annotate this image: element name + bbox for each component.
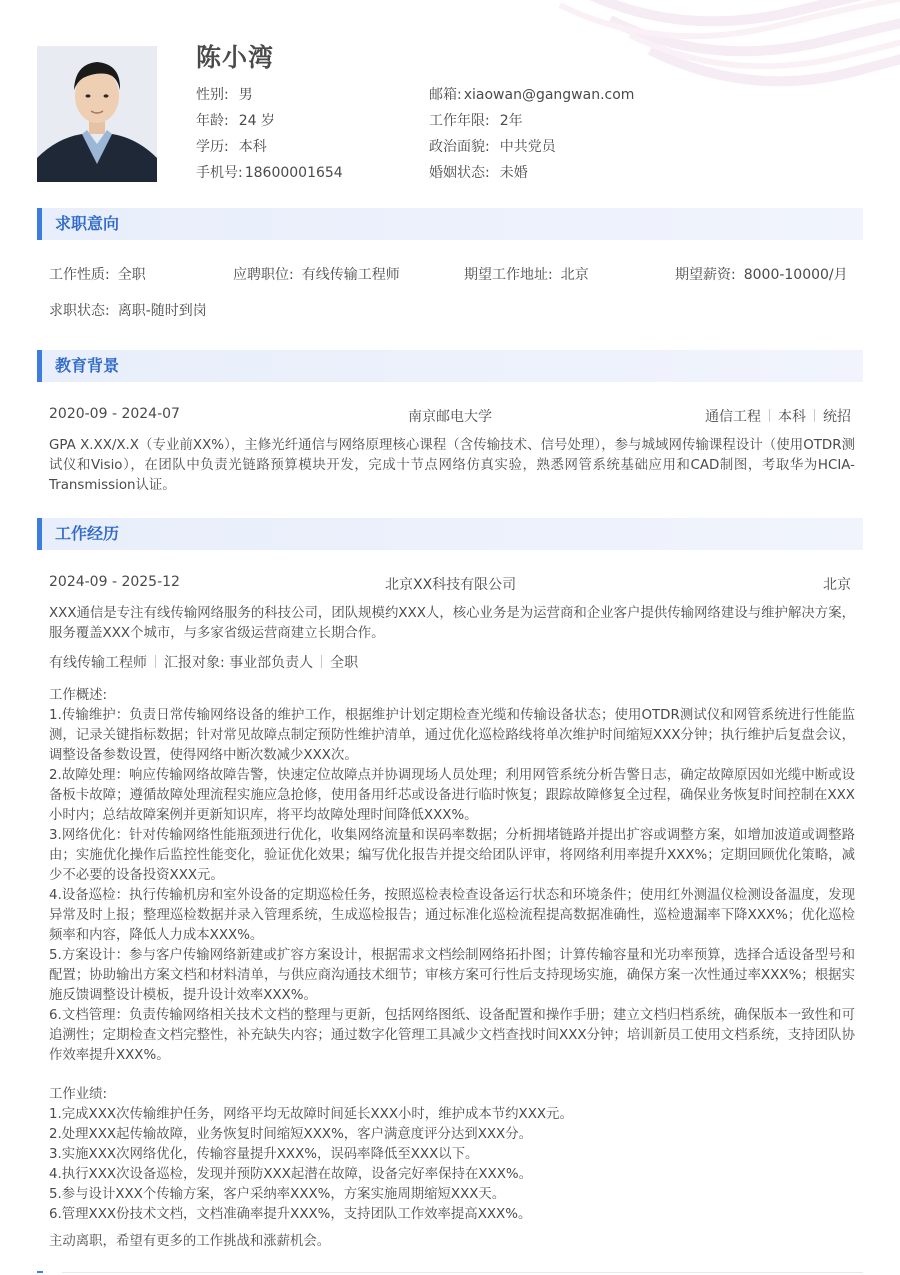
achievement-item: 4.执行XXX次设备巡检，发现并预防XXX起潜在故障，设备完好率保持在XXX%。: [49, 1167, 532, 1182]
email-value: xiaowan@gangwan.com: [463, 87, 635, 103]
section-title-education: 教育背景: [55, 356, 120, 375]
achievements-title: 工作业绩:: [49, 1087, 108, 1102]
work-company-description: XXX通信是专注有线传输网络服务的科技公司，团队规模约XXX人，核心业务是为运营商和企业客户提供传输网络建设与维护解决方案，服务覆盖XXX个城市，与多家省级运营商建立长期合作。: [49, 606, 855, 641]
divider: [321, 655, 322, 668]
email-label: 邮箱:: [429, 87, 462, 103]
phone-label: 手机号:: [196, 165, 243, 181]
overview-item: 1.传输维护：负责日常传输网络设备的维护工作，根据维护计划定期检查光缆和传输设备状态；使用OTDR测试仪和网管系统进行性能监测，记录关键指标数据；针对常见故障点制定预防性维护清单，通过优化巡检路线将单次维护时间缩短XXX分钟；执行维护后复盘会议，调整设备参数设置，使得网络中断次数减少XXX次。: [49, 708, 855, 763]
location-value: 北京: [560, 267, 589, 283]
achievement-item: 2.处理XXX起传输故障，业务恢复时间缩短XXX%，客户满意度评分达到XXX分。: [49, 1127, 532, 1142]
years-label: 工作年限:: [429, 113, 490, 129]
divider: [155, 655, 156, 668]
overview-item: 3.网络优化：针对传输网络性能瓶颈进行优化，收集网络流量和误码率数据；分析拥堵链路并提出扩容或调整方案，如增加波道或调整路由；实施优化操作后监控性能变化，验证优化效果；编写优化报告并提交给团队评审，将网络利用率提升XXX%；定期回顾优化策略，减少不必要的设备投资XXX元。: [49, 828, 855, 883]
work-report: 汇报对象: 事业部负责人: [164, 655, 314, 671]
status-value: 离职-随时到岗: [117, 303, 207, 319]
work-company: 北京XX科技有限公司: [385, 577, 517, 593]
divider: [62, 1272, 863, 1273]
politics-value: 中共党员: [499, 139, 556, 155]
overview-item: 6.文档管理：负责传输网络相关技术文档的整理与更新，包括网络图纸、设备配置和操作手册；建立文档归档系统，确保版本一致性和可追溯性；定期检查文档完整性，补充缺失内容；通过数字化管理工具减少文档查找时间XXX分钟；培训新员工使用文档系统，支持团队协作效率提升XXX%。: [49, 1008, 855, 1063]
work-role: 有线传输工程师: [49, 655, 147, 671]
section-header-work: [37, 518, 863, 550]
achievement-item: 1.完成XXX次传输维护任务，网络平均无故障时间延长XXX小时，维护成本节约XXX元。: [49, 1107, 573, 1122]
nature-label: 工作性质:: [49, 267, 110, 283]
info-phone: [196, 162, 343, 184]
info-politics: [429, 136, 556, 158]
education-school: 南京邮电大学: [408, 409, 492, 425]
profile-photo: [37, 46, 157, 182]
gender-value: 男: [238, 87, 253, 103]
divider: [814, 409, 815, 422]
status-label: 求职状态:: [49, 303, 110, 319]
position-label: 应聘职位:: [233, 267, 294, 283]
achievement-item: 3.实施XXX次网络优化，传输容量提升XXX%，误码率降低至XXX以下。: [49, 1147, 479, 1162]
info-marital: [429, 162, 528, 184]
phone-value: 18600001654: [244, 165, 343, 181]
years-value: 2年: [499, 113, 523, 129]
work-job-type: 全职: [330, 655, 359, 671]
info-gender: [196, 84, 253, 106]
gender-label: 性别:: [196, 87, 229, 103]
nature-value: 全职: [117, 267, 146, 283]
education-label: 学历:: [196, 139, 229, 155]
info-education: [196, 136, 267, 158]
education-description: GPA X.XX/X.X（专业前XX%），主修光纤通信与网络原理核心课程（含传输技术、信号处理），参与城域网传输课程设计（使用OTDR测试仪和Visio），在团队中负责光链路预算模块开发，完成十节点网络仿真实验，熟悉网管系统基础应用和CAD制图，考取华为HCIA-Transmission认证。: [49, 438, 855, 493]
info-age: [196, 110, 275, 132]
age-label: 年龄:: [196, 113, 229, 129]
achievement-item: 6.管理XXX份技术文档，文档准确率提升XXX%，支持团队工作效率提高XXX%。: [49, 1207, 532, 1222]
section-title-work: 工作经历: [55, 524, 120, 543]
age-value: 24 岁: [238, 113, 275, 129]
salary-label: 期望薪资:: [675, 267, 736, 283]
overview-item: 2.故障处理：响应传输网络故障告警，快速定位故障点并协调现场人员处理；利用网管系统分析告警日志，确定故障原因如光缆中断或设备板卡故障；遵循故障处理流程实施应急抢修，使用备用纤芯或设备进行临时恢复；跟踪故障修复全过程，确保业务恢复时间控制在XXX小时内；总结故障案例并更新知识库，将平均故障处理时间降低XXX%。: [49, 768, 855, 823]
location-label: 期望工作地址:: [464, 267, 553, 283]
section-accent-bar: [37, 208, 42, 240]
intent-location: [464, 264, 589, 284]
education-major: 通信工程: [705, 409, 761, 425]
education-type: 统招: [823, 409, 851, 425]
salary-value: 8000-10000/月: [743, 267, 848, 283]
education-period: 2020-09 - 2024-07: [49, 406, 180, 422]
divider: [769, 409, 770, 422]
intent-nature: [49, 264, 146, 284]
achievement-item: 5.参与设计XXX个传输方案，客户采纳率XXX%，方案实施周期缩短XXX天。: [49, 1187, 506, 1202]
work-overview: [49, 686, 855, 1066]
info-email: [429, 84, 634, 106]
overview-item: 5.方案设计：参与客户传输网络新建或扩容方案设计，根据需求文档绘制网络拓扑图；计算传输容量和光功率预算，选择合适设备型号和配置；协助输出方案文档和材料清单，与供应商沟通技术细节；审核方案可行性后支持现场实施，确保方案一次性通过率XXX%；根据实施反馈调整设计模板，提升设计效率XXX%。: [49, 948, 855, 1003]
work-city: 北京: [823, 577, 851, 593]
section-accent-bar: [37, 350, 42, 382]
politics-label: 政治面貌:: [429, 139, 490, 155]
overview-item: 4.设备巡检：执行传输机房和室外设备的定期巡检任务，按照巡检表检查设备运行状态和环境条件；使用红外测温仪检测设备温度，发现异常及时上报；整理巡检数据并录入管理系统，生成巡检报告；通过标准化巡检流程提高数据准确性，巡检遗漏率下降XXX%；优化巡检频率和内容，降低人力成本XXX%。: [49, 888, 855, 943]
section-accent-bar: [37, 518, 42, 550]
candidate-name: 陈小湾: [196, 43, 275, 72]
avatar-portrait-icon: [37, 46, 157, 182]
marital-value: 未婚: [499, 165, 528, 181]
education-value: 本科: [238, 139, 267, 155]
info-years: [429, 110, 523, 132]
education-meta: [705, 406, 851, 426]
overview-title: 工作概述:: [49, 688, 108, 703]
work-period: 2024-09 - 2025-12: [49, 574, 180, 590]
intent-salary: [675, 264, 848, 284]
section-header-intent: [37, 208, 863, 240]
work-achievements: [49, 1085, 855, 1225]
education-degree: 本科: [778, 409, 806, 425]
section-header-education: [37, 350, 863, 382]
work-leave-reason: 主动离职，希望有更多的工作挑战和涨薪机会。: [49, 1234, 331, 1249]
work-role-meta: [49, 652, 358, 672]
intent-position: [233, 264, 400, 284]
section-accent-bar: [37, 1271, 43, 1273]
intent-status: [49, 300, 207, 320]
section-title-intent: 求职意向: [55, 214, 120, 233]
position-value: 有线传输工程师: [301, 267, 400, 283]
marital-label: 婚姻状态:: [429, 165, 490, 181]
